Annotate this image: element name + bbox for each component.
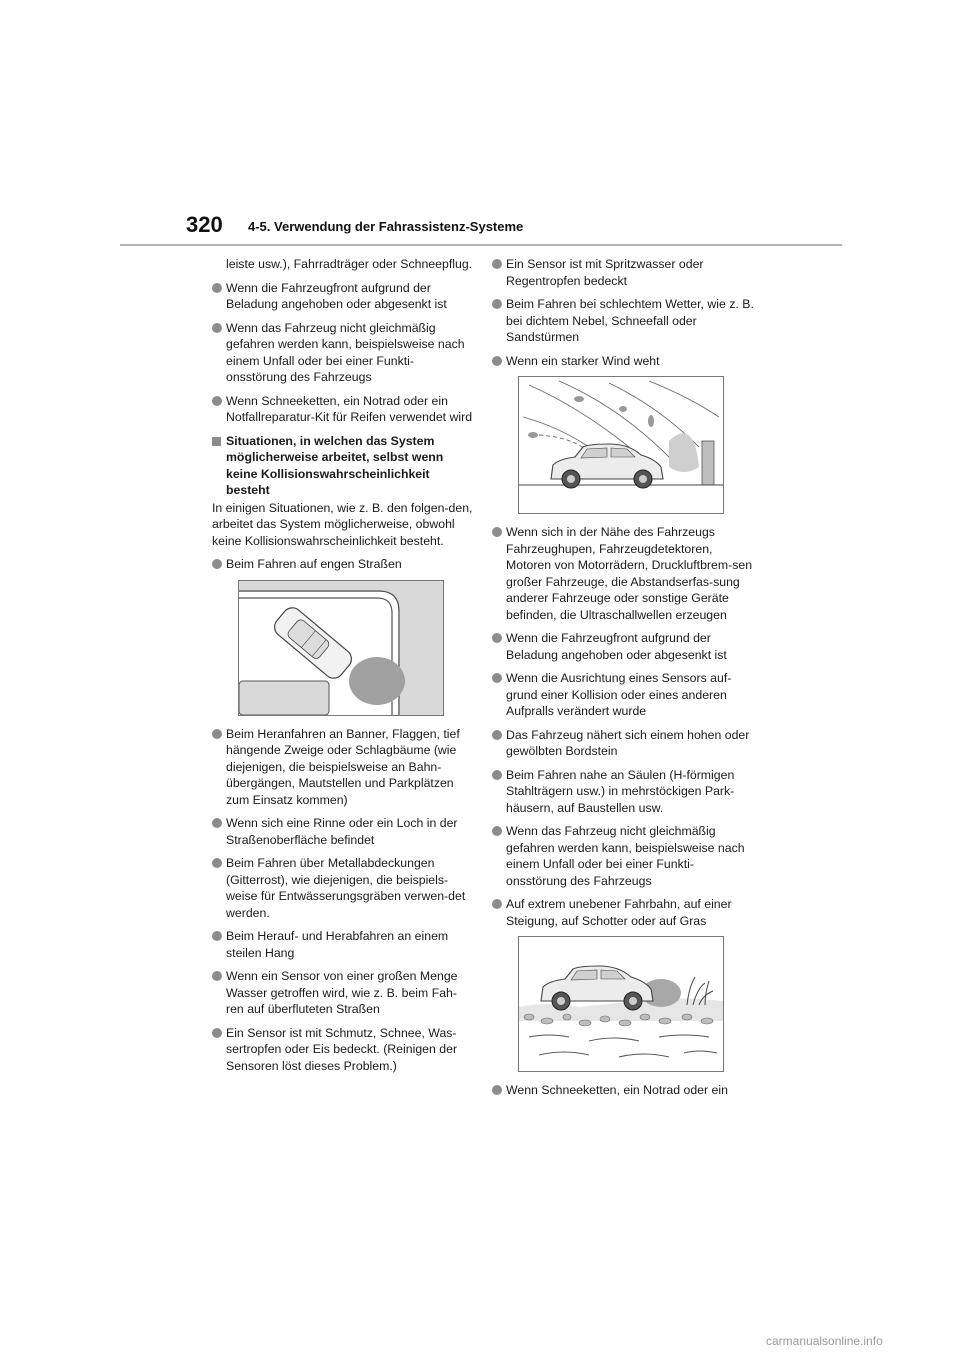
subsection-heading: Situationen, in welchen das System möglicherweise arbeitet, selbst wenn keine Kollisionswahrscheinlichkeit besteht bbox=[212, 433, 474, 499]
list-item: Das Fahrzeug nähert sich einem hohen oder gewölbten Bordstein bbox=[492, 727, 754, 760]
list-item: Beim Herauf- und Herabfahren an einem steilen Hang bbox=[212, 928, 474, 961]
strong-wind-illustration bbox=[518, 376, 724, 514]
circle-bullet-icon bbox=[492, 673, 502, 683]
header-rule bbox=[120, 244, 842, 246]
circle-bullet-icon bbox=[212, 858, 222, 868]
list-item: Wenn ein starker Wind weht bbox=[492, 353, 754, 370]
circle-bullet-icon bbox=[492, 527, 502, 537]
list-item: Beim Fahren auf engen Straßen bbox=[212, 556, 474, 573]
narrow-road-illustration bbox=[238, 580, 444, 716]
section-title: 4-5. Verwendung der Fahrassistenz-Systeme bbox=[248, 219, 524, 234]
list-item: Wenn die Fahrzeugfront aufgrund der Beladung angehoben oder abgesenkt ist bbox=[212, 280, 474, 313]
list-item: Wenn ein Sensor von einer großen Menge Wasser getroffen wird, wie z. B. beim Fah-ren auf überfluteten Straßen bbox=[212, 968, 474, 1018]
right-column bbox=[492, 256, 754, 1106]
circle-bullet-icon bbox=[212, 283, 222, 293]
circle-bullet-icon bbox=[212, 396, 222, 406]
list-item: Beim Heranfahren an Banner, Flaggen, tief hängende Zweige oder Schlagbäume (wie diejenigen, die beispielsweise an Bahn-übergängen, Mautstellen und Parkplätzen zum Einsatz kommen) bbox=[212, 726, 474, 809]
list-item: Wenn Schneeketten, ein Notrad oder ein bbox=[492, 1082, 754, 1099]
circle-bullet-icon bbox=[492, 1085, 502, 1095]
list-item: Auf extrem unebener Fahrbahn, auf einer Steigung, auf Schotter oder auf Gras bbox=[492, 896, 754, 929]
watermark: carmanualsonline.info bbox=[766, 1334, 883, 1348]
circle-bullet-icon bbox=[492, 633, 502, 643]
circle-bullet-icon bbox=[492, 826, 502, 836]
rough-road-illustration bbox=[518, 936, 724, 1072]
list-item: Wenn die Fahrzeugfront aufgrund der Beladung angehoben oder abgesenkt ist bbox=[492, 630, 754, 663]
list-item: Beim Fahren über Metallabdeckungen (Gitterrost), wie diejenigen, die beispiels-weise für Entwässerungsgräben verwen-det werden. bbox=[212, 855, 474, 921]
left-column bbox=[212, 256, 474, 1081]
circle-bullet-icon bbox=[492, 899, 502, 909]
circle-bullet-icon bbox=[492, 730, 502, 740]
list-item: Ein Sensor ist mit Schmutz, Schnee, Was-sertropfen oder Eis bedeckt. (Reinigen der Sensoren löst dieses Problem.) bbox=[212, 1025, 474, 1075]
list-item: Beim Fahren bei schlechtem Wetter, wie z. B. bei dichtem Nebel, Schneefall oder Sandstürmen bbox=[492, 296, 754, 346]
list-item: Wenn die Ausrichtung eines Sensors auf-grund einer Kollision oder eines anderen Aufpralls verändert wurde bbox=[492, 670, 754, 720]
paragraph: In einigen Situationen, wie z. B. den folgen-den, arbeitet das System möglicherweise, obwohl keine Kollisionswahrscheinlichkeit besteht. bbox=[212, 500, 473, 548]
circle-bullet-icon bbox=[212, 559, 222, 569]
circle-bullet-icon bbox=[492, 259, 502, 269]
circle-bullet-icon bbox=[492, 770, 502, 780]
list-item: Ein Sensor ist mit Spritzwasser oder Regentropfen bedeckt bbox=[492, 256, 754, 289]
circle-bullet-icon bbox=[212, 931, 222, 941]
circle-bullet-icon bbox=[212, 729, 222, 739]
list-item: Wenn das Fahrzeug nicht gleichmäßig gefahren werden kann, beispielsweise nach einem Unfall oder bei einer Funkti-onsstörung des Fahrzeugs bbox=[212, 320, 474, 386]
circle-bullet-icon bbox=[492, 356, 502, 366]
circle-bullet-icon bbox=[212, 818, 222, 828]
list-item: Wenn sich in der Nähe des Fahrzeugs Fahrzeughupen, Fahrzeugdetektoren, Motoren von Motorrädern, Druckluftbrem-sen großer Fahrzeuge, die Abstandserfas-sung anderer Fahrzeuge oder sonstige Geräte befinden, die Ultraschallwellen erzeugen bbox=[492, 524, 754, 623]
list-item: Wenn Schneeketten, ein Notrad oder ein Notfallreparatur-Kit für Reifen verwendet wird bbox=[212, 393, 474, 426]
page-header bbox=[186, 212, 846, 252]
list-item: Wenn sich eine Rinne oder ein Loch in der Straßenoberfläche befindet bbox=[212, 815, 474, 848]
circle-bullet-icon bbox=[212, 971, 222, 981]
circle-bullet-icon bbox=[212, 1028, 222, 1038]
circle-bullet-icon bbox=[492, 299, 502, 309]
list-item: Wenn das Fahrzeug nicht gleichmäßig gefahren werden kann, beispielsweise nach einem Unfall oder bei einer Funkti-onsstörung des Fahrzeugs bbox=[492, 823, 754, 889]
continued-text: leiste usw.), Fahrradträger oder Schneepflug. bbox=[226, 257, 473, 271]
circle-bullet-icon bbox=[212, 323, 222, 333]
square-bullet-icon bbox=[212, 437, 221, 446]
page-number: 320 bbox=[186, 212, 223, 237]
list-item: Beim Fahren nahe an Säulen (H-förmigen Stahlträgern usw.) in mehrstöckigen Park-häusern, auf Baustellen usw. bbox=[492, 767, 754, 817]
